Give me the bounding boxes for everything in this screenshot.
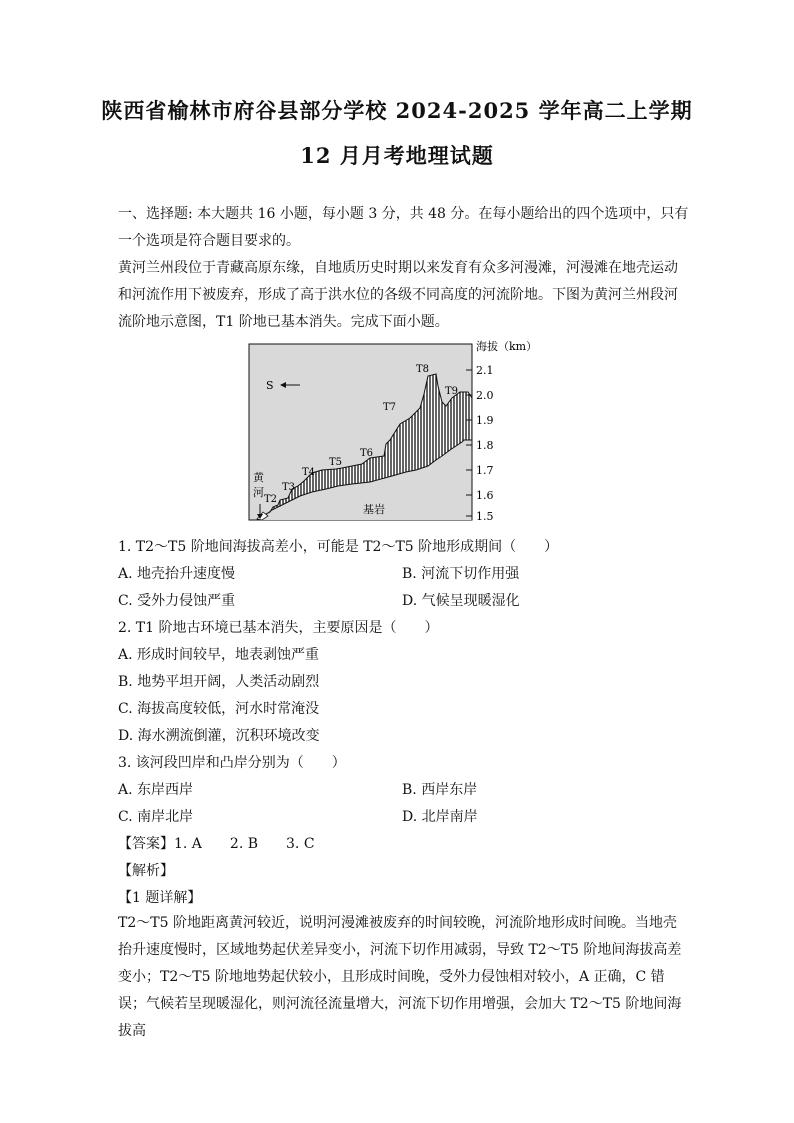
question-2-option-a[interactable]: A. 形成时间较早，地表剥蚀严重	[118, 647, 320, 663]
terrace-label-t7: T7	[383, 402, 397, 413]
question-3-stem: 3. 该河段凹岸和凸岸分别为（ ）	[118, 755, 346, 771]
explanation-text: T2～T5 阶地距离黄河较近，说明河漫滩被废弃的时间较晚，河流阶地形成时间晚。当地壳抬升速度慢时，区域地势起伏差异变小，河流下切作用减弱，导致 T2～T5 阶地间海拔高差变小；T2～T5 阶地地势起伏较小，且形成时间晚，受外力侵蚀相对较小，A 正确，C 错误；气候若呈现暖湿化，则河流径流量增大，河流下切作用增强，会加大 T2～T5 阶地间海拔高	[118, 915, 682, 1039]
answer-key: 【答案】1. A 2. B 3. C	[118, 836, 315, 852]
section-heading-line2: 一个选项是符合题目要求的。	[118, 233, 300, 249]
intro-line1: 黄河兰州段位于青藏高原东缘，自地质历史时期以来发育有众多河漫滩，河漫滩在地壳运动	[118, 260, 678, 276]
y-tick-1.6: 1.6	[476, 489, 494, 502]
terrace-label-t2: T2	[264, 494, 278, 505]
river-terrace-figure	[240, 336, 550, 526]
y-tick-2.0: 2.0	[476, 389, 494, 402]
river-label-char2: 河	[253, 486, 264, 499]
question-2-option-b[interactable]: B. 地势平坦开阔，人类活动剧烈	[118, 674, 320, 690]
question-1-option-d[interactable]: D. 气候呈现暖湿化	[402, 593, 520, 609]
direction-label: S	[266, 379, 274, 392]
question-1-option-a[interactable]: A. 地壳抬升速度慢	[118, 566, 236, 582]
intro-line3: 流阶地示意图，T1 阶地已基本消失。完成下面小题。	[118, 314, 449, 330]
question-1-option-c[interactable]: C. 受外力侵蚀严重	[118, 593, 236, 609]
y-tick-1.7: 1.7	[476, 464, 494, 477]
y-tick-2.1: 2.1	[476, 364, 494, 377]
question-3-option-b[interactable]: B. 西岸东岸	[402, 782, 478, 798]
terrace-label-t6: T6	[360, 448, 374, 459]
section-heading-line1: 一、选择题: 本大题共 16 小题，每小题 3 分，共 48 分。在每小题给出的四个选项中，只有	[118, 206, 689, 222]
question-2-option-c[interactable]: C. 海拔高度较低，河水时常淹没	[118, 701, 320, 717]
detail-label: 【1 题详解】	[118, 890, 202, 906]
analysis-label: 【解析】	[118, 863, 174, 879]
y-axis-title: 海拔（km）	[476, 340, 538, 353]
bedrock-label: 基岩	[363, 503, 385, 516]
terrace-label-t3: T3	[282, 482, 296, 493]
y-tick-1.9: 1.9	[476, 414, 494, 427]
question-1-stem: 1. T2～T5 阶地间海拔高差小，可能是 T2～T5 阶地形成期间（ ）	[118, 539, 559, 555]
question-2-option-d[interactable]: D. 海水溯流倒灌，沉积环境改变	[118, 728, 320, 744]
terrace-label-t5: T5	[329, 457, 343, 468]
terrace-label-t9: T9	[445, 386, 459, 397]
question-3-option-a[interactable]: A. 东岸西岸	[118, 782, 194, 798]
question-2-stem: 2. T1 阶地古环境已基本消失，主要原因是（ ）	[118, 620, 439, 636]
question-3-option-c[interactable]: C. 南岸北岸	[118, 809, 194, 825]
y-tick-1.5: 1.5	[476, 510, 494, 523]
page-title-line1: 陕西省榆林市府谷县部分学校 2024-2025 学年高二上学期	[101, 98, 693, 123]
terrace-label-t4: T4	[302, 467, 316, 478]
page-title-line2: 12 月月考地理试题	[300, 143, 494, 168]
question-3-option-d[interactable]: D. 北岸南岸	[402, 809, 478, 825]
terrace-label-t8: T8	[416, 364, 430, 375]
intro-line2: 和河流作用下被废弃，形成了高于洪水位的各级不同高度的河流阶地。下图为黄河兰州段河	[118, 287, 678, 303]
river-label-char1: 黄	[253, 471, 264, 484]
y-tick-1.8: 1.8	[476, 439, 494, 452]
question-1-option-b[interactable]: B. 河流下切作用强	[402, 566, 520, 582]
